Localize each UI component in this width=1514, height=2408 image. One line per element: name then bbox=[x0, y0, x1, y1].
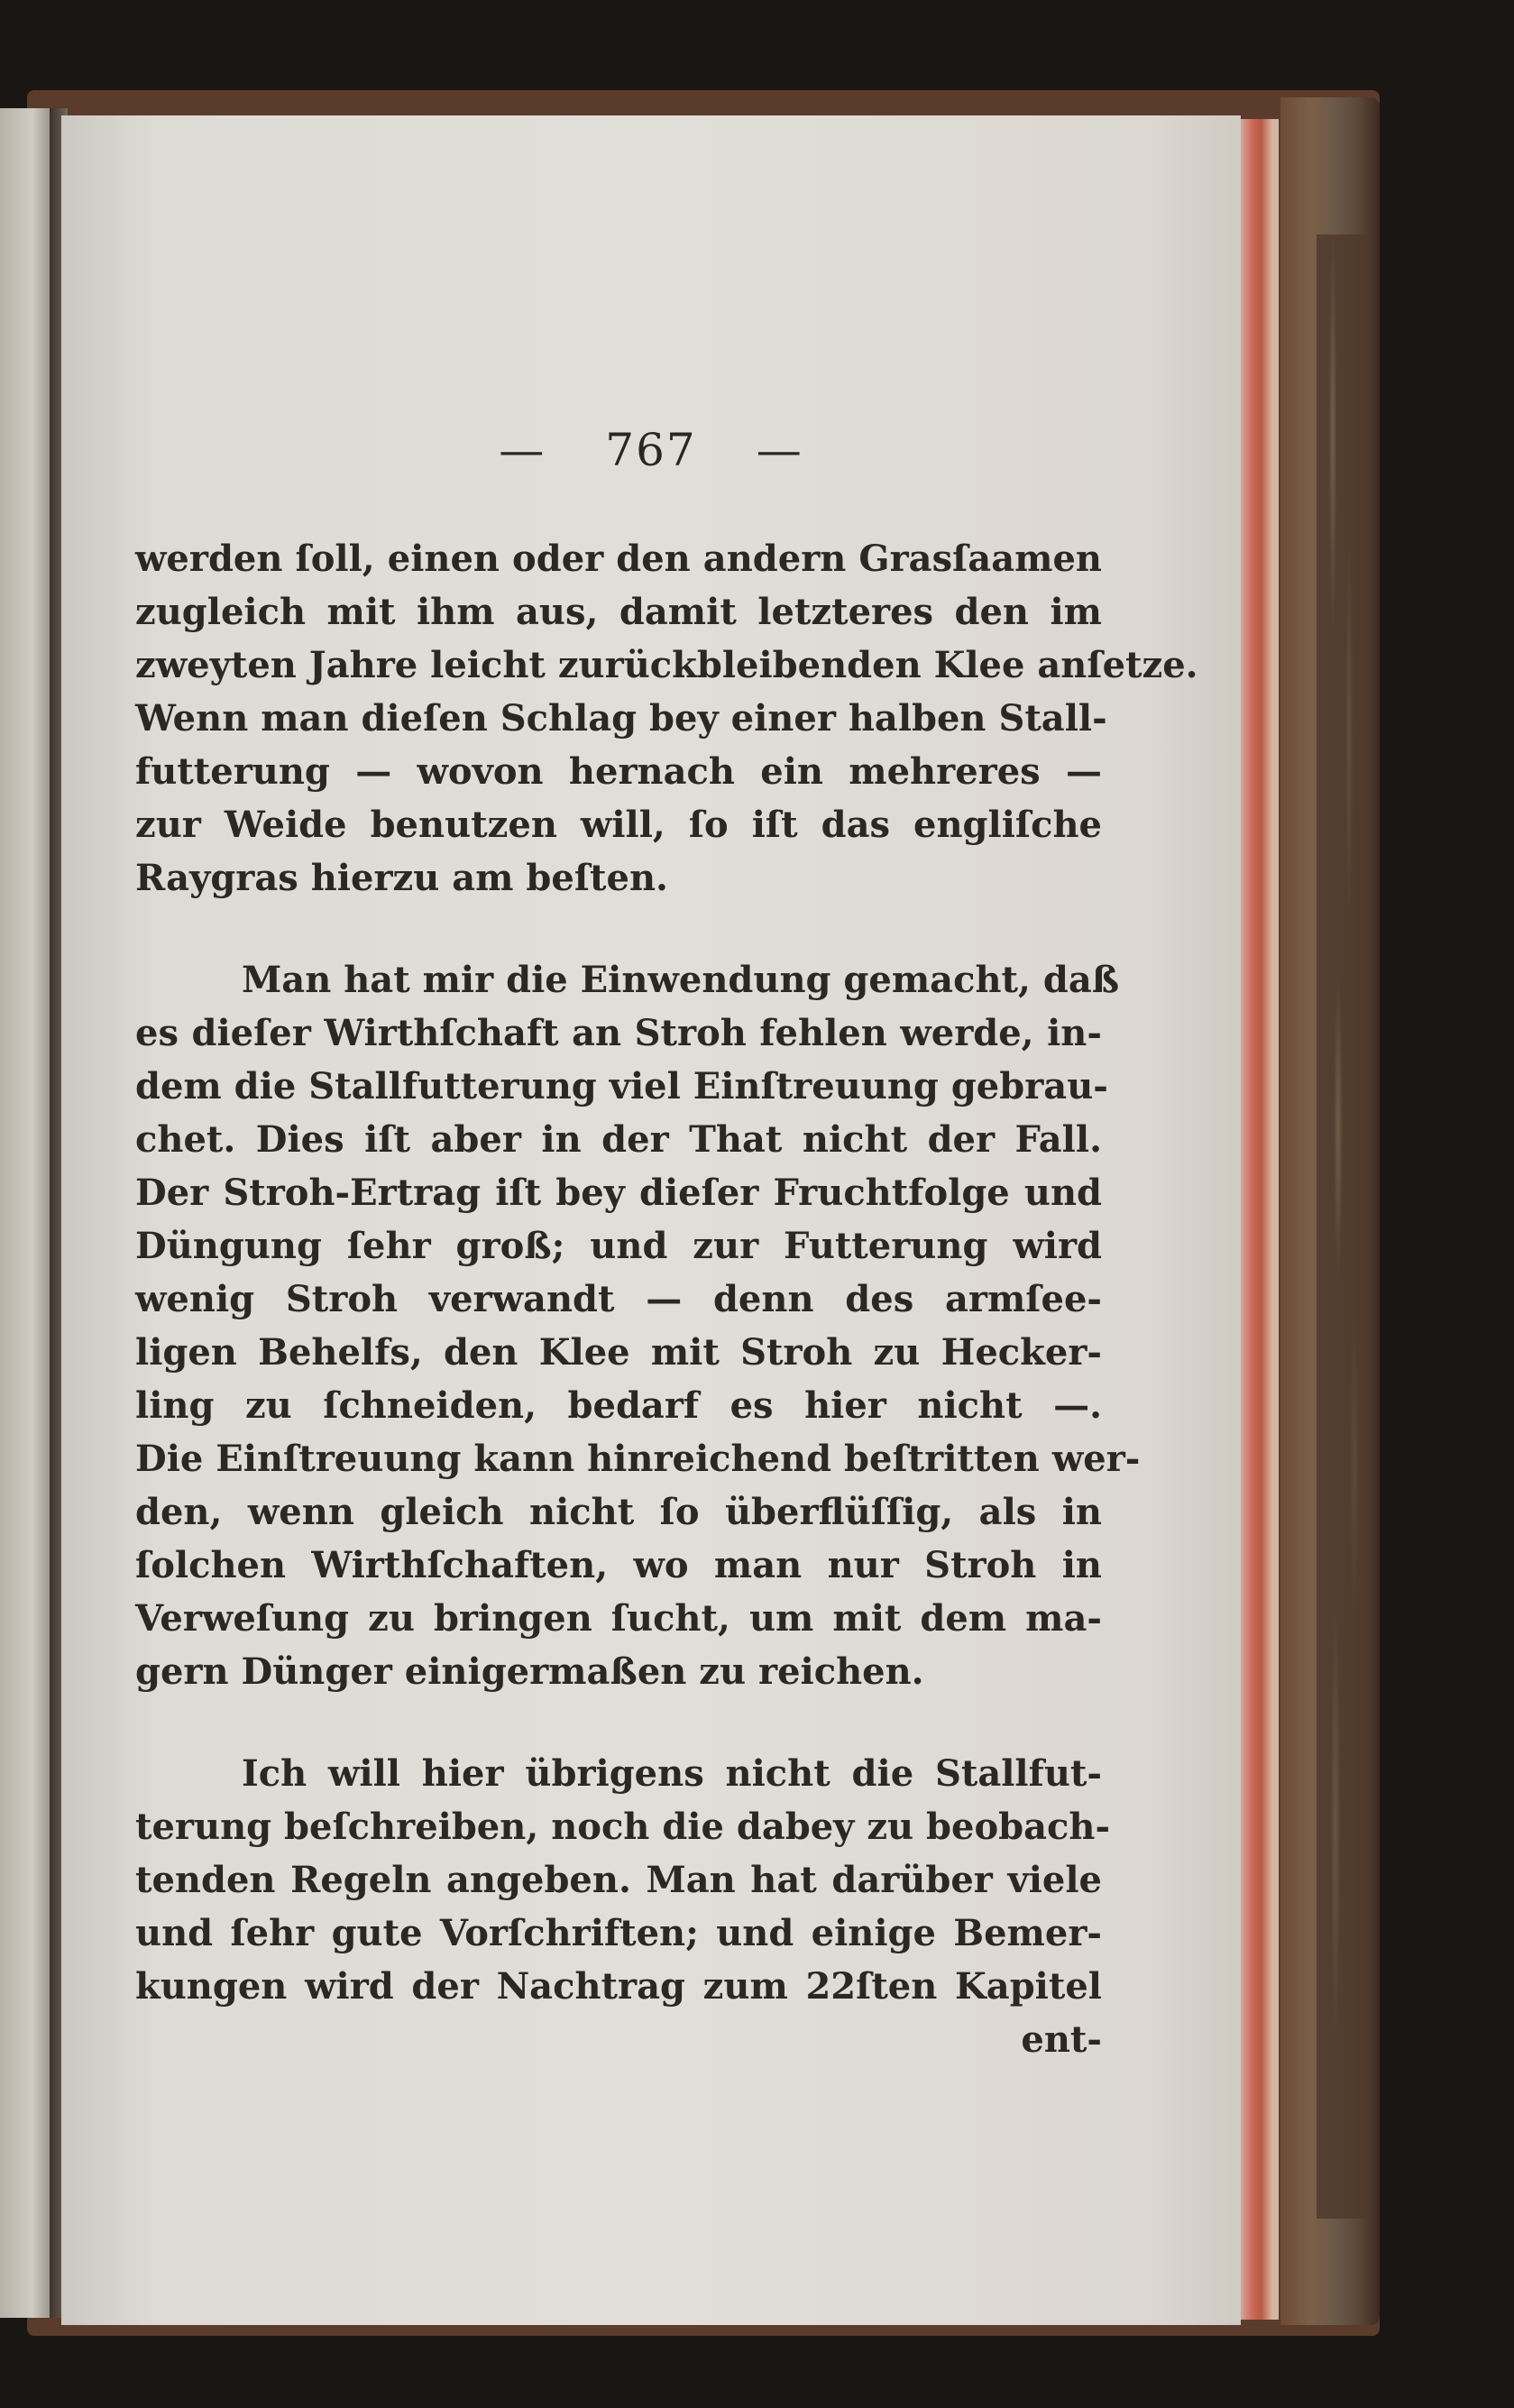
text-line: und ſehr gute Vorſchriften; und einige Bemer- bbox=[135, 1912, 1102, 1954]
red-page-edges bbox=[1235, 119, 1279, 2320]
text-line: Ich will hier übrigens nicht die Stallfut- bbox=[242, 1752, 1102, 1795]
text-line: es dieſer Wirthſchaft an Stroh fehlen werde, in- bbox=[135, 1012, 1102, 1054]
text-line: ling zu ſchneiden, bedarf es hier nicht —. bbox=[135, 1384, 1102, 1427]
text-line: ligen Behelfs, den Klee mit Stroh zu Hecker- bbox=[135, 1331, 1102, 1374]
paragraph-gap bbox=[135, 905, 1102, 953]
text-line: ſolchen Wirthſchaften, wo man nur Stroh in bbox=[135, 1544, 1102, 1586]
page-header bbox=[61, 424, 1241, 476]
paragraph-2 bbox=[135, 953, 1141, 1698]
text-line: werden ſoll, einen oder den andern Grasſaamen bbox=[135, 538, 1102, 580]
text-line: tenden Regeln angeben. Man hat darüber viele bbox=[135, 1859, 1102, 1901]
text-line: futterung — wovon hernach ein mehreres — bbox=[135, 750, 1102, 793]
text-line: zweyten Jahre leicht zurückbleibenden Klee anſetze. bbox=[135, 644, 1198, 686]
text-line: wenig Stroh verwandt — denn des armſee- bbox=[135, 1278, 1102, 1320]
text-line: Der Stroh-Ertrag iſt bey dieſer Fruchtfolge und bbox=[135, 1172, 1102, 1214]
text-line: Raygras hierzu am beſten. bbox=[135, 857, 668, 899]
text-line: zugleich mit ihm aus, damit letzteres den im bbox=[135, 591, 1102, 633]
catchword: ent- bbox=[1021, 2018, 1102, 2061]
text-line: gern Dünger einigermaßen zu reichen. bbox=[135, 1650, 924, 1693]
text-line: Verweſung zu bringen ſucht, um mit dem ma- bbox=[135, 1597, 1102, 1640]
header-dash-right: — bbox=[756, 424, 803, 476]
paragraph-gap bbox=[135, 1698, 1102, 1747]
text-line: Düngung ſehr groß; und zur Futterung wird bbox=[135, 1225, 1102, 1267]
header-dash-left: — bbox=[499, 424, 546, 476]
text-line: terung beſchreiben, noch die dabey zu beobach- bbox=[135, 1806, 1111, 1848]
text-line: Wenn man dieſen Schlag bey einer halben Stall- bbox=[135, 697, 1107, 740]
text-line: kungen wird der Nachtrag zum 22ſten Kapitel bbox=[135, 1965, 1102, 2008]
paragraph-1 bbox=[135, 532, 1198, 905]
text-line: Man hat mir die Einwendung gemacht, daß bbox=[242, 959, 1120, 1001]
text-line: dem die Stallfutterung viel Einſtreuung gebrau- bbox=[135, 1065, 1108, 1107]
text-line: Die Einſtreuung kann hinreichend beſtritten wer- bbox=[135, 1438, 1141, 1480]
book-page bbox=[61, 115, 1241, 2325]
text-line: zur Weide benutzen will, ſo iſt das engliſche bbox=[135, 804, 1102, 846]
text-line: den, wenn gleich nicht ſo überflüſſig, als in bbox=[135, 1491, 1102, 1533]
text-line: chet. Dies iſt aber in der That nicht der Fall. bbox=[135, 1118, 1102, 1161]
page-number: 767 bbox=[605, 424, 697, 476]
marbled-cover bbox=[1317, 234, 1371, 2219]
paragraph-3 bbox=[135, 1747, 1111, 2066]
left-page-sliver bbox=[0, 108, 54, 2318]
body-text bbox=[135, 532, 1198, 2066]
